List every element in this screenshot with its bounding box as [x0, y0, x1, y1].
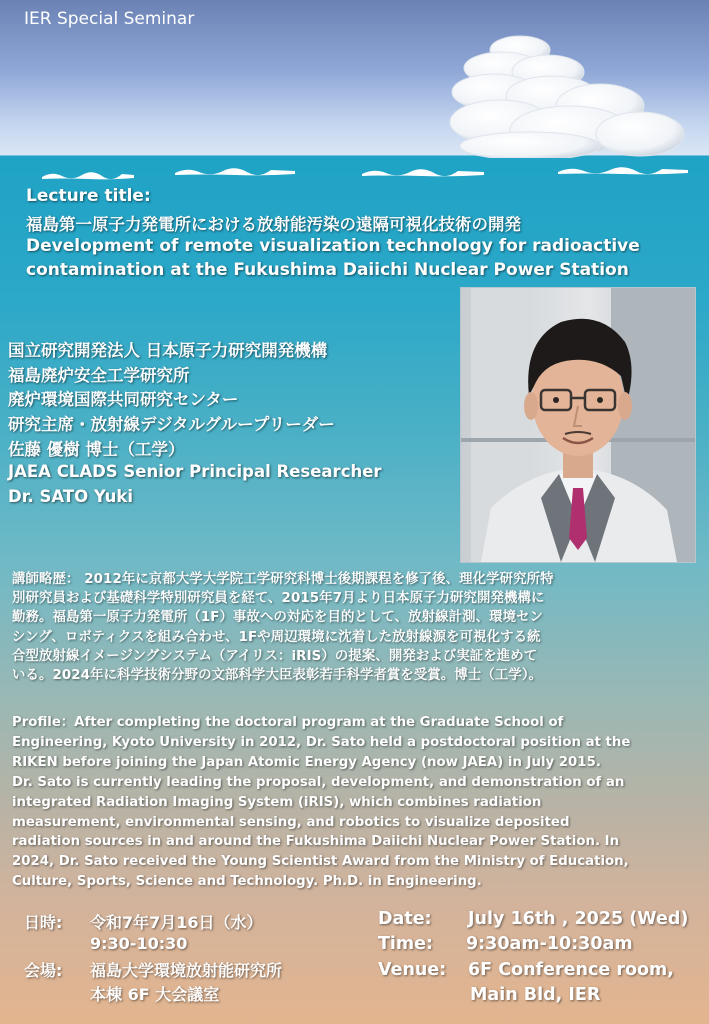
venue-line2-ja: 本棟 6F 大会議室	[90, 985, 220, 1004]
time-value-ja: 9:30-10:30	[90, 934, 188, 953]
lecture-label: Lecture title:	[26, 186, 151, 206]
affiliation-line: JAEA CLADS Senior Principal Researcher	[8, 462, 382, 481]
lecture-title-en-line1: Development of remote visualization technology for radioactive	[26, 236, 640, 256]
biography-en-line: Engineering, Kyoto University in 2012, Dr. Sato held a postdoctoral position at the	[12, 734, 631, 750]
biography-ja-line: 勤務。福島第一原子力発電所（1F）事故への対応を目的として、放射線計測、環境セン	[12, 610, 544, 626]
wave-decoration	[558, 164, 688, 176]
biography-en-line: RIKEN before joining the Japan Atomic Energy Agency (now JAEA) in July 2015.	[12, 754, 601, 770]
lecture-title-ja: 福島第一原子力発電所における放射能汚染の遠隔可視化技術の開発	[26, 215, 521, 234]
biography-ja	[12, 570, 702, 685]
biography-ja-line: 講師略歴： 2012年に京都大学大学院工学研究科博士後期課程を修了後、理化学研究所特	[12, 572, 554, 587]
date-value-ja: 令和7年7月16日（水）	[90, 913, 263, 932]
date-label-en: Date:	[378, 909, 432, 929]
biography-en-line: Profile：After completing the doctoral program at the Graduate School of	[12, 715, 564, 730]
wave-decoration	[42, 169, 134, 181]
speaker-photo	[460, 287, 696, 563]
wave-decoration	[362, 166, 484, 178]
biography-en-line: Dr. Sato is currently leading the proposal, development, and demonstration of an	[12, 774, 625, 790]
biography-en	[12, 713, 702, 892]
seminar-label: IER Special Seminar	[24, 9, 195, 29]
biography-en-line: integrated Radiation Imaging System (iRIS), which combines radiation	[12, 794, 542, 810]
affiliation-line: 国立研究開発法人 日本原子力研究開発機構	[8, 341, 328, 360]
venue-line2-en: Main Bld, IER	[470, 985, 601, 1005]
speaker-name-en: Dr. SATO Yuki	[8, 487, 134, 506]
date-label-ja: 日時:	[24, 913, 63, 932]
time-value-en: 9:30am-10:30am	[466, 934, 633, 954]
affiliation-line: 研究主席・放射線デジタルグループリーダー	[8, 415, 335, 434]
venue-line1-ja: 福島大学環境放射能研究所	[90, 961, 283, 980]
date-value-en: July 16th , 2025 (Wed)	[468, 909, 689, 929]
biography-en-line: measurement, environmental sensing, and robotics to visualize deposited	[12, 814, 570, 830]
biography-en-line: radiation sources in and around the Fukushima Daiichi Nuclear Power Station. In	[12, 834, 620, 850]
biography-en-line: Culture, Sports, Science and Technology. Ph.D. in Engineering.	[12, 874, 482, 890]
speaker-name-ja: 佐藤 優樹 博士（工学）	[8, 440, 185, 459]
biography-ja-line: シング、ロボティクスを組み合わせ、1Fや周辺環境に沈着した放射線源を可視化する統	[12, 629, 541, 645]
biography-en-line: 2024, Dr. Sato received the Young Scientist Award from the Ministry of Education,	[12, 854, 629, 870]
biography-ja-line: いる。2024年に科学技術分野の文部科学大臣表彰若手科学者賞を受賞。博士（工学）。	[12, 668, 543, 684]
venue-label-en: Venue:	[378, 960, 447, 980]
biography-ja-line: 合型放射線イメージングシステム（アイリス：iRIS）の提案、開発および実証を進めて	[12, 648, 538, 664]
wave-decoration	[175, 165, 295, 177]
biography-ja-line: 別研究員および基礎科学特別研究員を経て、2015年7月より日本原子力研究開発機構に	[12, 591, 545, 607]
venue-label-ja: 会場:	[24, 961, 63, 980]
lecture-title-en-line2: contamination at the Fukushima Daiichi Nuclear Power Station	[26, 260, 629, 280]
affiliation-line: 福島廃炉安全工学研究所	[8, 366, 190, 385]
cloud-illustration	[440, 30, 690, 158]
venue-line1-en: 6F Conference room,	[468, 960, 674, 980]
time-label-en: Time:	[378, 934, 434, 954]
affiliation-line: 廃炉環境国際共同研究センター	[8, 390, 239, 409]
